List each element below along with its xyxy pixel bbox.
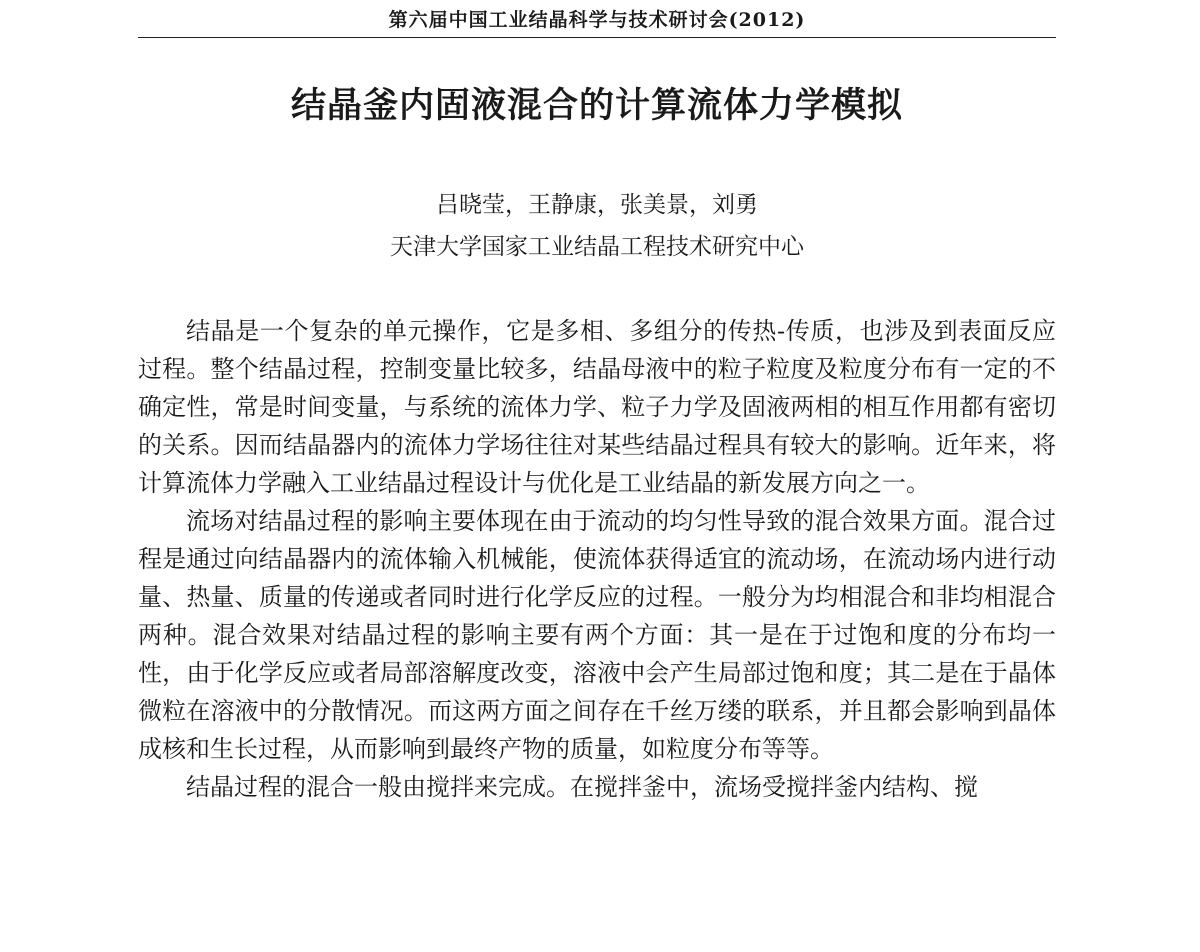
body-paragraph: 结晶过程的混合一般由搅拌来完成。在搅拌釜中，流场受搅拌釜内结构、搅 bbox=[186, 773, 978, 801]
running-header: 第六届中国工业结晶科学与技术研讨会(2012) bbox=[388, 9, 806, 31]
body-paragraph: 结晶是一个复杂的单元操作，它是多相、多组分的传热-传质，也涉及到表面反应过程。整个结晶过程，控制变量比较多，结晶母液中的粒子粒度及粒度分布有一定的不确定性，常是时间变量，与系统的流体力学、粒子力学及固液两相的相互作用都有密切的关系。因而结晶器内的流体力学场往往对某些结晶过程具有较大的影响。近年来，将计算流体力学融入工业结晶过程设计与优化是工业结晶的新发展方向之一。 bbox=[138, 317, 1056, 497]
paper-title: 结晶釜内固液混合的计算流体力学模拟 bbox=[290, 85, 903, 126]
author-list: 吕晓莹，王静康，张美景，刘勇 bbox=[436, 192, 758, 218]
header-rule bbox=[138, 37, 1056, 38]
affiliation: 天津大学国家工业结晶工程技术研究中心 bbox=[390, 234, 804, 260]
body-text bbox=[138, 312, 1056, 806]
body-paragraph: 流场对结晶过程的影响主要体现在由于流动的均匀性导致的混合效果方面。混合过程是通过向结晶器内的流体输入机械能，使流体获得适宜的流动场，在流动场内进行动量、热量、质量的传递或者同时进行化学反应的过程。一般分为均相混合和非均相混合两种。混合效果对结晶过程的影响主要有两个方面：其一是在于过饱和度的分布均一性，由于化学反应或者局部溶解度改变，溶液中会产生局部过饱和度；其二是在于晶体微粒在溶液中的分散情况。而这两方面之间存在千丝万缕的联系，并且都会影响到晶体成核和生长过程，从而影响到最终产物的质量，如粒度分布等等。 bbox=[138, 507, 1056, 763]
